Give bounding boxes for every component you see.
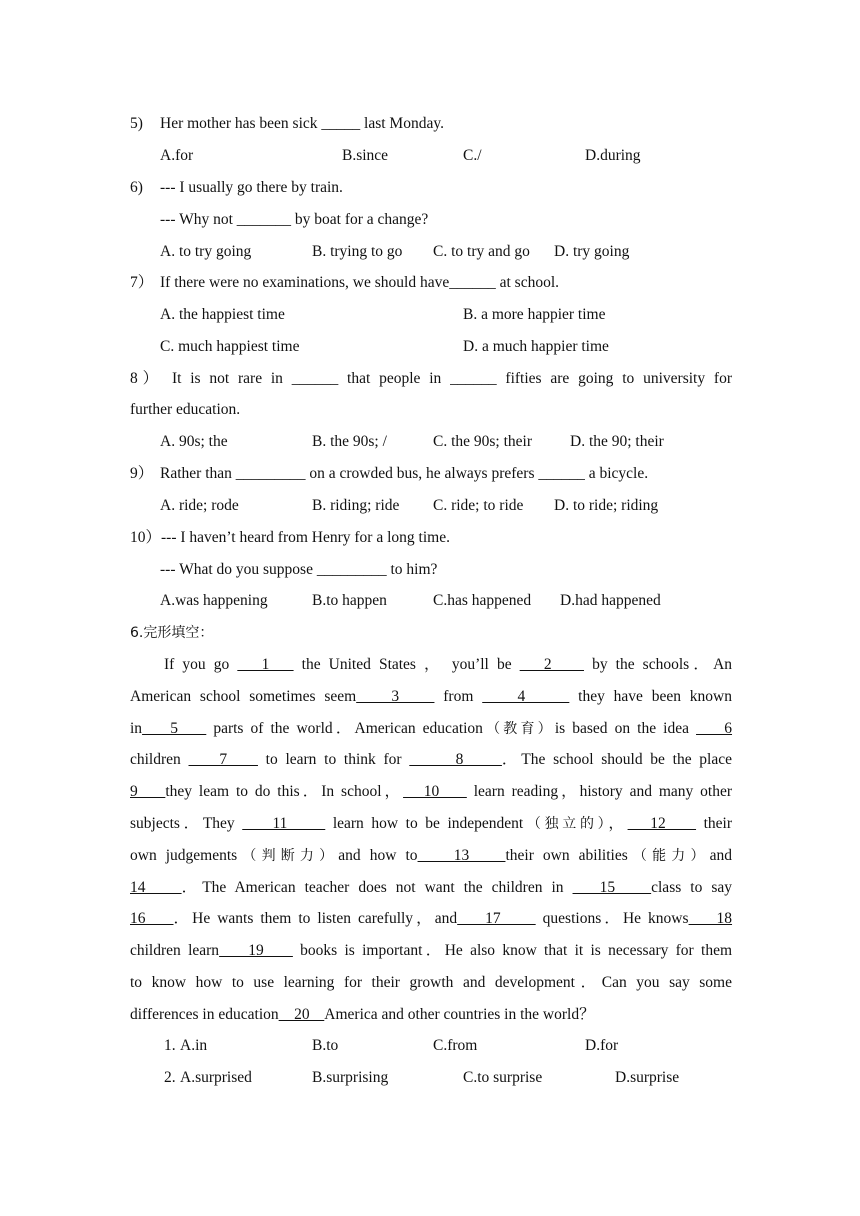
cloze-text: ．He wants them to listen carefully，and — [173, 910, 458, 927]
option-d: D. to ride; riding — [554, 497, 659, 514]
cloze-gloss: （教育） — [482, 721, 555, 737]
cloze-blank-10: 10 — [403, 783, 467, 800]
cloze-text: and how to — [338, 847, 418, 864]
option-b: B.surprising — [312, 1069, 389, 1086]
option-b: B. the 90s; / — [312, 433, 387, 450]
option-a: A.for — [160, 147, 194, 164]
cloze-blank-2: 2 — [519, 656, 584, 673]
cloze-blank-13: 13 — [417, 847, 506, 864]
question-stem: --- I haven’t heard from Henry for a long time. — [161, 529, 450, 546]
option-d: D.for — [585, 1037, 619, 1054]
option-d: D.surprise — [615, 1069, 680, 1086]
question-8 — [130, 369, 732, 389]
cloze-text: their own abilities — [505, 847, 628, 864]
option-a: A.surprised — [180, 1069, 252, 1086]
cloze-text: subjects．They — [130, 815, 243, 832]
answer-1-number: 1. — [164, 1037, 176, 1054]
cloze-text: ， — [608, 815, 628, 832]
cloze-gloss: （判断力） — [237, 848, 339, 864]
cloze-blank-14: 14 — [130, 879, 182, 896]
cloze-line — [130, 750, 732, 770]
cloze-text: to learn to think for — [257, 751, 410, 768]
cloze-blank-3: 3 — [356, 688, 435, 705]
cloze-text: class to say — [651, 879, 732, 896]
cloze-text: If you go — [164, 656, 238, 673]
cloze-text: children learn — [130, 942, 220, 959]
option-c: C.to surprise — [463, 1069, 543, 1086]
option-a: A. to try going — [160, 243, 252, 260]
cloze-blank-16: 16 — [130, 910, 174, 927]
cloze-line — [130, 973, 732, 993]
option-d: D. try going — [554, 243, 630, 260]
cloze-text: differences in education — [130, 1006, 279, 1023]
cloze-text: ．The school should be the place — [501, 751, 733, 768]
cloze-blank-19: 19 — [219, 942, 293, 959]
cloze-blank-5: 5 — [142, 720, 207, 737]
cloze-blank-15: 15 — [572, 879, 652, 896]
cloze-line — [130, 846, 732, 866]
question-5 — [130, 114, 444, 134]
cloze-text: ．The American teacher does not want the children in — [181, 879, 573, 896]
cloze-text: children — [130, 751, 189, 768]
option-c: C. the 90s; their — [433, 433, 533, 450]
question-stem: Rather than _________ on a crowded bus, he always prefers ______ a bicycle. — [160, 465, 649, 482]
option-d: D.during — [585, 147, 641, 164]
cloze-line — [130, 941, 732, 961]
cloze-blank-12: 12 — [627, 815, 697, 832]
cloze-blank-1: 1 — [237, 656, 294, 673]
option-b: B. a more happier time — [463, 306, 606, 323]
option-b: B. trying to go — [312, 243, 403, 260]
question-number: 5) — [130, 115, 143, 132]
question-number: 10） — [130, 529, 162, 546]
cloze-blank-7: 7 — [188, 751, 258, 768]
cloze-text: to know how to use learning for their growth and development．Can you say some — [130, 974, 732, 991]
cloze-text: they leam to do this．In school， — [165, 783, 404, 800]
option-b: B. riding; ride — [312, 497, 400, 514]
option-c: C. ride; to ride — [433, 497, 524, 514]
option-c: C.has happened — [433, 592, 532, 609]
question-stem: It is not rare in ______ that people in ______ fifties are going to university for — [171, 370, 732, 387]
option-a: A. 90s; the — [160, 433, 228, 450]
cloze-heading: 6.完形填空： — [130, 625, 214, 641]
cloze-line — [164, 655, 732, 675]
cloze-gloss: （独立的） — [523, 816, 609, 832]
question-10 — [130, 528, 450, 548]
cloze-text: they have been known — [569, 688, 732, 705]
option-c: C. to try and go — [433, 243, 530, 260]
option-d: D. the 90; their — [570, 433, 664, 450]
cloze-line — [130, 719, 732, 739]
option-b: B.to happen — [312, 592, 387, 609]
option-a: A.in — [180, 1037, 208, 1054]
option-d: D.had happened — [560, 592, 661, 609]
cloze-text: the United States ， you’ll be — [293, 656, 520, 673]
question-stem: --- I usually go there by train. — [160, 179, 343, 196]
question-number: 7） — [130, 274, 154, 291]
cloze-text: their — [696, 815, 733, 832]
cloze-text: by the schools．An — [583, 656, 733, 673]
option-a: A. ride; rode — [160, 497, 239, 514]
cloze-text: from — [434, 688, 483, 705]
option-a: A. the happiest time — [160, 306, 285, 323]
cloze-line — [130, 878, 732, 898]
cloze-line — [130, 909, 732, 929]
cloze-blank-20: 20 — [278, 1006, 325, 1023]
answer-2-number: 2. — [164, 1069, 176, 1086]
question-stem: Her mother has been sick _____ last Monday. — [160, 115, 444, 132]
question-stem-reply: --- Why not _______ by boat for a change? — [160, 211, 429, 228]
cloze-text: books is important．He also know that it is necessary for them — [292, 942, 732, 959]
question-stem: If there were no examinations, we should have______ at school. — [160, 274, 560, 291]
cloze-line — [130, 1005, 595, 1025]
question-number: 8） — [130, 370, 164, 387]
question-9 — [130, 464, 648, 484]
cloze-blank-9: 9 — [130, 783, 166, 800]
question-6 — [130, 178, 343, 198]
cloze-text: is based on the idea — [554, 720, 697, 737]
cloze-line — [130, 782, 732, 802]
cloze-blank-18: 18 — [688, 910, 733, 927]
cloze-text: American school sometimes seem — [130, 688, 357, 705]
cloze-line — [130, 687, 732, 707]
question-stem-reply: --- What do you suppose _________ to him? — [160, 561, 438, 578]
question-number: 6) — [130, 179, 143, 196]
option-a: A.was happening — [160, 592, 268, 609]
cloze-text: questions．He knows — [535, 910, 689, 927]
cloze-text: parts of the world．American education — [206, 720, 483, 737]
question-stem-continued: further education. — [130, 401, 241, 418]
cloze-blank-6: 6 — [696, 720, 733, 737]
option-d: D. a much happier time — [463, 338, 609, 355]
cloze-blank-11: 11 — [242, 815, 326, 832]
option-b: B.since — [342, 147, 389, 164]
question-7 — [130, 273, 559, 293]
option-c: C.from — [433, 1037, 478, 1054]
cloze-blank-8: 8 — [409, 751, 502, 768]
cloze-blank-17: 17 — [457, 910, 536, 927]
cloze-blank-4: 4 — [482, 688, 570, 705]
option-b: B.to — [312, 1037, 339, 1054]
option-c: C. much happiest time — [160, 338, 300, 355]
question-number: 9） — [130, 465, 154, 482]
cloze-text: and — [709, 847, 733, 864]
cloze-gloss: （能力） — [627, 848, 710, 864]
cloze-text: learn reading，history and many other — [466, 783, 733, 800]
cloze-text: own judgements — [130, 847, 238, 864]
cloze-line — [130, 814, 732, 834]
cloze-text: learn how to be independent — [325, 815, 524, 832]
cloze-text: America and other countries in the world？ — [324, 1006, 595, 1023]
cloze-text: in — [130, 720, 143, 737]
option-c: C./ — [463, 147, 482, 164]
